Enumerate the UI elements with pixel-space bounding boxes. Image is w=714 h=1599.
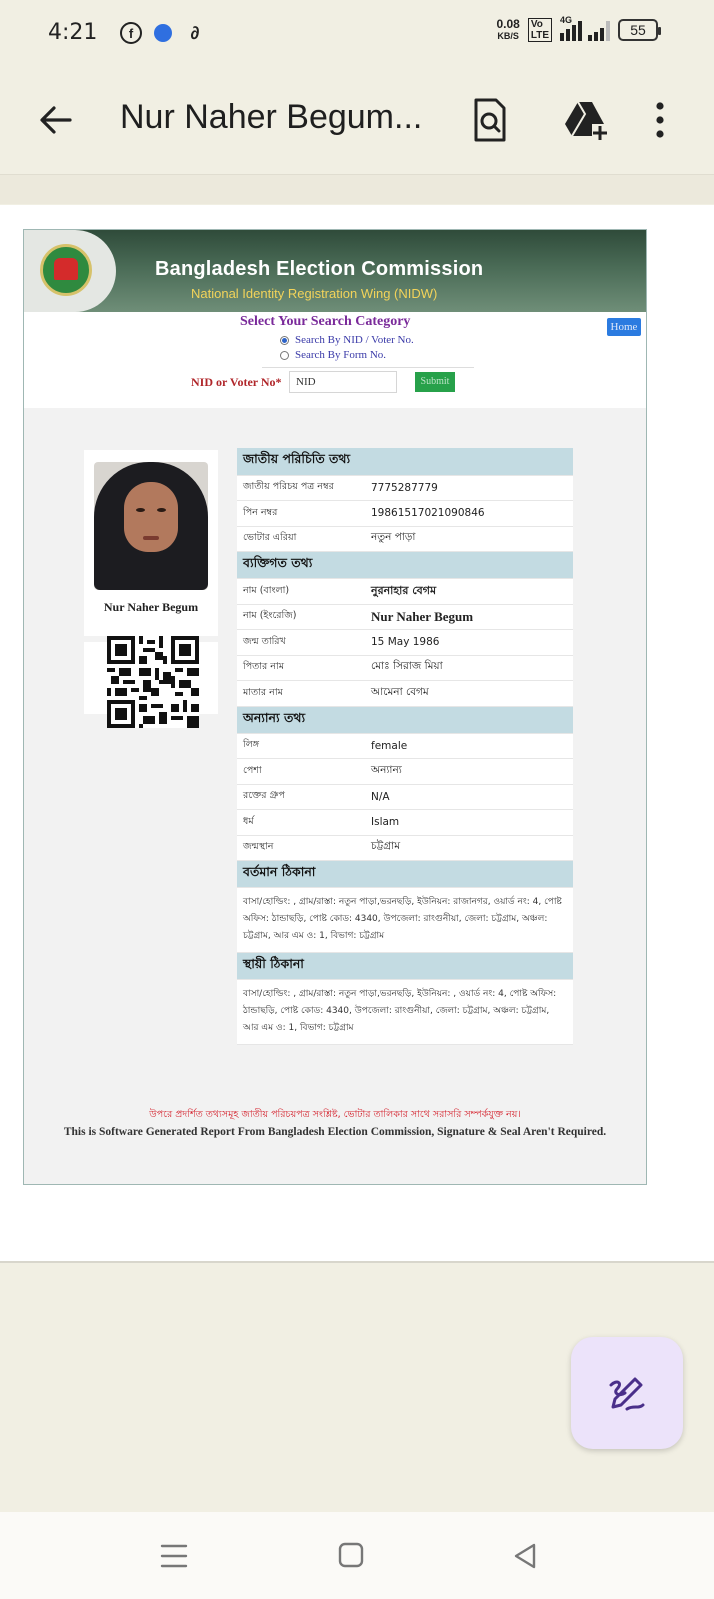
pdf-page[interactable] [0,205,714,1263]
messenger-dot-icon [154,24,172,42]
address-row [237,980,573,1045]
app-title: Nur Naher Begum... [120,98,423,136]
row-value: নতুন পাড়া [365,526,573,552]
table-row [237,501,573,527]
row-label: পিতার নাম [237,655,365,681]
section-title: ব্যক্তিগত তথ্য [237,552,573,579]
logo-zone [24,230,116,312]
more-vert-icon[interactable] [650,96,670,144]
row-label: লিঙ্গ [237,733,365,759]
photo-caption-name: Nur Naher Begum [103,600,199,614]
table-row [237,526,573,552]
back-arrow-icon[interactable] [36,100,76,140]
table-row [237,630,573,656]
row-label: জন্মস্থান [237,835,365,861]
drive-add-icon[interactable] [562,96,606,144]
section-header-present-address [237,861,573,888]
system-status-icons [496,15,658,42]
report-body [24,408,646,1184]
volte-badge [528,18,552,42]
table-row [237,579,573,605]
table-row [237,733,573,759]
present-address-text: বাসা/হোল্ডিং: , গ্রাম/রাস্তা: নতুন পাড়া,ভরনছড়ি, ইউনিয়ন: রাজানগর, ওয়ার্ড নং: 4, পোষ্ট অফিস: ঠান্ডাছড়ি, পোষ্ট কোড: 4340, উপজেলা: রাংগুনীয়া, জেলা: চট্টগ্রাম, অঞ্চল: চট্টগ্রাম, আর এম ও: 1, বিভাগ: চট্টগ্রাম [237,888,573,953]
battery-icon: 55 [618,19,658,41]
row-value: female [365,733,573,759]
row-value: Islam [365,810,573,836]
net-speed-value: 0.08 [496,17,520,31]
home-icon[interactable] [338,1542,364,1573]
radio-nid[interactable] [280,336,289,345]
radio-form-label: Search By Form No. [295,349,387,361]
ec-banner [24,230,646,312]
row-label: ধর্ম [237,810,365,836]
home-button[interactable]: Home [607,318,641,336]
row-value: 15 May 1986 [365,630,573,656]
row-value: চট্টগ্রাম [365,835,573,861]
status-time: 4:21 [48,20,98,45]
permanent-address-text: বাসা/হোল্ডিং: , গ্রাম/রাস্তা: নতুন পাড়া,ভরনছড়ি, ইউনিয়ন: , ওয়ার্ড নং: 4, পোষ্ট অফিস: ঠান্ডাছড়ি, পোষ্ট কোড: 4340, উপজেলা: রাংগুনীয়া, জেলা: চট্টগ্রাম, অঞ্চল: চট্টগ্রাম, আর এম ও: 1, বিভাগ: চট্টগ্রাম [237,980,573,1045]
search-category-title: Select Your Search Category [240,314,411,329]
nid-input[interactable]: NID [289,371,397,393]
radio-nid-label: Search By NID / Voter No. [295,334,414,346]
search-panel [24,312,646,408]
row-value: অন্যান্য [365,759,573,785]
section-header-identity [237,448,573,475]
signal-icon [560,15,610,41]
row-label: পিন নম্বর [237,501,365,527]
row-label: ভোটার এরিয়া [237,526,365,552]
banner-title: Bangladesh Election Commission [155,258,484,280]
net-speed-unit: KB/S [497,31,519,41]
edit-pen-icon [605,1371,649,1415]
table-row [237,475,573,501]
volte-bottom: LTE [530,30,549,41]
radio-option-nid[interactable] [280,334,414,346]
search-document-icon[interactable] [470,96,514,144]
row-value: Nur Naher Begum [365,604,573,630]
row-value: N/A [365,784,573,810]
nid-field-label: NID or Voter No* [191,375,282,389]
footer-notice-bn: উপরে প্রদর্শিত তথ্যসমূহ জাতীয় পরিচয়পত্র সংশ্লিষ্ট, ভোটার তালিকার সাথে সরাসরি সম্পর্কযুক্ত নয়। [149,1109,521,1120]
app-bar [0,66,714,174]
radio-form[interactable] [280,351,289,360]
table-row [237,835,573,861]
section-title: জাতীয় পরিচিতি তথ্য [237,448,573,475]
row-value: 7775287779 [365,475,573,501]
submit-button[interactable]: Submit [415,372,455,392]
address-row [237,888,573,953]
search-divider [262,367,474,368]
radio-option-form[interactable] [280,349,386,361]
table-row [237,681,573,707]
net-speed [496,18,519,42]
photo-card [84,450,218,636]
row-label: রক্তের গ্রুপ [237,784,365,810]
status-bar [0,0,714,66]
table-row [237,784,573,810]
swirl-icon: ∂ [190,22,200,43]
qr-code-icon [107,636,199,728]
table-row [237,604,573,630]
section-title: অন্যান্য তথ্য [237,706,573,733]
election-commission-logo [40,244,92,296]
edit-fab-button[interactable] [571,1337,683,1449]
table-row [237,759,573,785]
nid-report [23,229,647,1185]
notification-icons [120,22,206,44]
row-label: নাম (ইংরেজি) [237,604,365,630]
nid-info-table [237,448,573,1045]
row-label: মাতার নাম [237,681,365,707]
person-photo [94,462,208,590]
table-row [237,810,573,836]
banner-subtitle: National Identity Registration Wing (NIDW) [191,286,438,301]
network-label: 4G [560,15,573,25]
section-title: স্থায়ী ঠিকানা [237,953,573,980]
facebook-icon: f [120,22,142,44]
row-value: নুরনাহার বেগম [365,579,573,605]
volte-top: Vo [530,19,543,30]
section-header-personal [237,552,573,579]
toolbar-divider [0,174,714,204]
row-value: 19861517021090846 [365,501,573,527]
signal-bars-2 [588,19,610,41]
back-icon[interactable] [512,1542,538,1575]
row-label: পেশা [237,759,365,785]
recent-apps-icon[interactable] [160,1542,188,1575]
row-value: মোঃ সিরাজ মিয়া [365,655,573,681]
section-title: বর্তমান ঠিকানা [237,861,573,888]
row-label: জাতীয় পরিচয় পত্র নম্বর [237,475,365,501]
system-nav-bar [0,1512,714,1599]
row-value: আমেনা বেগম [365,681,573,707]
table-row [237,655,573,681]
row-label: নাম (বাংলা) [237,579,365,605]
row-label: জন্ম তারিখ [237,630,365,656]
footer-notice-en: This is Software Generated Report From Bangladesh Election Commission, Signature & Seal Aren't Required. [63,1126,607,1138]
section-header-permanent-address [237,953,573,980]
section-header-other [237,706,573,733]
